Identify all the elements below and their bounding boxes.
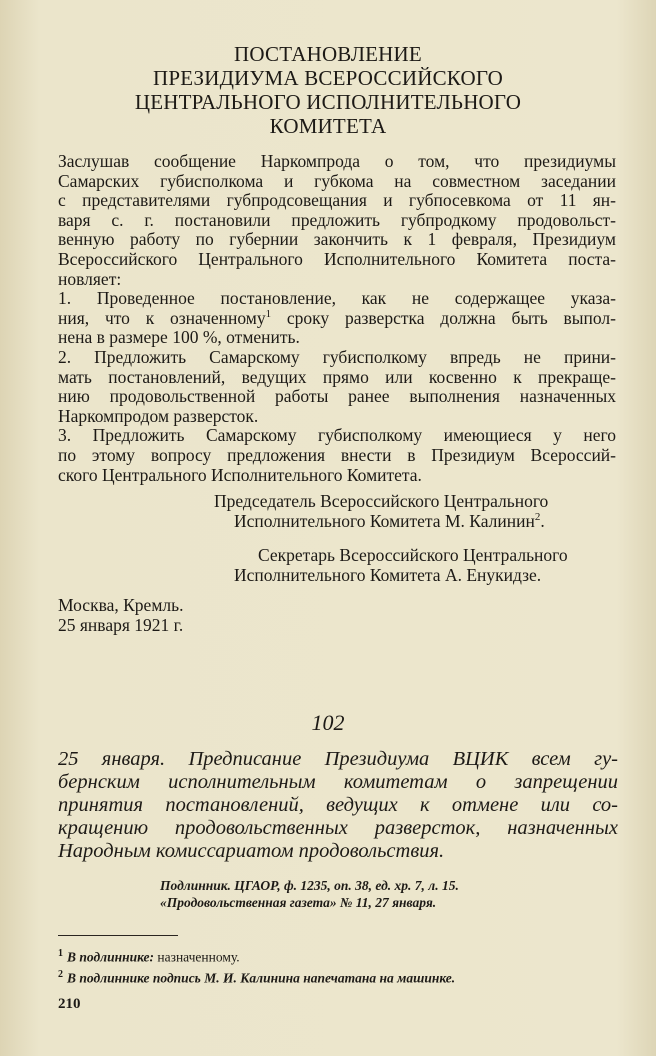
document-number: 102 [311, 710, 345, 735]
body-line: Всероссийского Центрального Исполнительного Комитета поста- [58, 248, 616, 269]
footnote-divider [58, 935, 178, 936]
page-number: 210 [58, 996, 81, 1012]
item-2-line: мать постановлений, ведущих прямо или косвенно к прекраще- [58, 366, 616, 387]
heading-line: Народным комиссариатом продовольствия. [58, 840, 445, 862]
title-line: ПРЕЗИДИУМА ВСЕРОССИЙСКОГО [152, 66, 504, 90]
document-heading [58, 748, 618, 863]
heading-line: 25 января. Предписание Президиума ВЦИК всем гу- [58, 748, 618, 770]
footnote-mark: 1 [58, 948, 63, 959]
item-3-line: 3. Предложить Самарскому губисполкому имеющиеся у него [58, 425, 616, 446]
footnote: $^1$ В подлиннике: назначенному. [58, 948, 240, 965]
body-line: новляет: [58, 268, 122, 289]
item-2-line: Наркомпродом разверсток. [58, 405, 259, 426]
place: Москва, Кремль. [58, 595, 184, 615]
chairman-signature [214, 492, 548, 531]
item-2-line: нию продовольственной работы ранее выполнения назначенных [58, 386, 616, 407]
footnote-mark: 2 [58, 968, 63, 980]
heading-line: бернским исполнительным комитетам о запрещении [58, 771, 618, 793]
date: 25 января 1921 г. [58, 614, 184, 635]
secretary-signature [234, 546, 568, 585]
signature-line: Председатель Всероссийского Центрального [214, 491, 549, 511]
item-1-line: 1. Проведенное постановление, как не содержащее указа- [58, 288, 616, 309]
heading-line: кращению продовольственных разверсток, назначенных [58, 817, 618, 839]
item-3-line: ского Центрального Исполнительного Комитета. [58, 464, 422, 485]
heading-line: принятия постановлений, ведущих к отмене или со- [58, 794, 618, 816]
signature-line: Исполнительного Комитета А. Енукидзе. [234, 564, 542, 585]
signature-line: Секретарь Всероссийского Центрального [258, 545, 568, 565]
source-line: Подлинник. ЦГАОР, ф. 1235, оп. 38, ед. хр. 7, л. 15. [160, 878, 459, 893]
body-line: Самарских губисполкома и губкома на совместном заседании [58, 170, 616, 191]
body-line: венную работу по губернии закончить к 1 февраля, Президиум [58, 229, 616, 250]
body-line: Заслушав сообщение Наркомпрода о том, что президиумы [58, 151, 616, 171]
footnote-mark: 1 [265, 307, 272, 320]
title-line: КОМИТЕТА [269, 114, 387, 138]
item-3-line: по этому вопросу предложения внести в Президиум Всероссий- [58, 444, 616, 465]
source-reference [160, 877, 620, 911]
item-2-line: 2. Предложить Самарскому губисполкому впредь не прини- [58, 346, 616, 367]
place-and-date [58, 596, 183, 635]
body-line: варя с. г. постановили предложить губпродкому продовольст- [58, 209, 616, 230]
item-1-line: нена в размере 100 %, отменить. [58, 327, 300, 348]
resolution-body [58, 152, 616, 485]
footnote: $^2$ В подлиннике подпись М. И. Калинина напечатана на машинке. [58, 968, 456, 985]
title-line: ПОСТАНОВЛЕНИЕ [234, 42, 422, 66]
item-1-line: ния, что к означенному$^1$ сроку разверстка должна быть выпол- [58, 307, 616, 328]
footnote-mark: 2 [534, 510, 541, 523]
signature-line: Исполнительного Комитета М. Калинин$^2$. [234, 510, 545, 531]
document-title [0, 42, 656, 138]
body-line: с представителями губпродсовещания и губпосевкома от 11 ян- [58, 190, 616, 211]
title-line: ЦЕНТРАЛЬНОГО ИСПОЛНИТЕЛЬНОГО [134, 90, 522, 114]
footnotes [58, 945, 618, 986]
source-line: «Продовольственная газета» № 11, 27 января. [160, 895, 437, 910]
